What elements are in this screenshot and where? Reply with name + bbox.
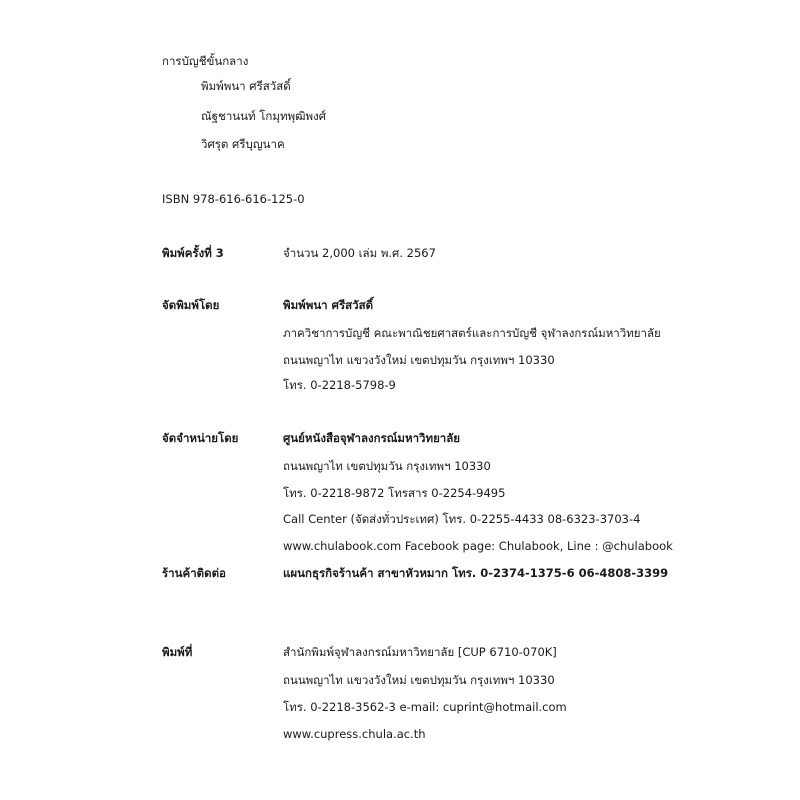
- author-name: วิศรุต ศรีบุญนาค: [201, 137, 285, 151]
- retail-value: แผนกธุรกิจร้านค้า สาขาหัวหมาก โทร. 0-2374-1375-6 06-4808-3399: [283, 566, 669, 580]
- distributor-line: โทร. 0-2218-9872 โทรสาร 0-2254-9495: [283, 486, 506, 500]
- printer-line: โทร. 0-2218-3562-3 e-mail: cuprint@hotmail.com: [283, 700, 567, 714]
- printer-label: พิมพ์ที่: [162, 645, 193, 659]
- author-name: ณัฐชานนท์ โกมุทพุฒิพงศ์: [201, 109, 327, 123]
- book-title: การบัญชีขั้นกลาง: [162, 54, 249, 68]
- isbn: ISBN 978-616-616-125-0: [162, 192, 305, 206]
- publisher-line: ภาควิชาการบัญชี คณะพาณิชยศาสตร์และการบัญชี จุฬาลงกรณ์มหาวิทยาลัย: [283, 326, 661, 340]
- distributor-line: Call Center (จัดส่งทั่วประเทศ) โทร. 0-2255-4433 08-6323-3703-4: [283, 512, 641, 526]
- author-name: พิมพ์พนา ศรีสวัสดิ์: [201, 79, 291, 93]
- printer-line: ถนนพญาไท แขวงวังใหม่ เขตปทุมวัน กรุงเทพฯ 10330: [283, 673, 555, 687]
- distributor-label: จัดจำหน่ายโดย: [162, 431, 239, 445]
- printer-line: สำนักพิมพ์จุฬาลงกรณ์มหาวิทยาลัย [CUP 6710-070K]: [283, 645, 557, 659]
- edition-value: จำนวน 2,000 เล่ม พ.ศ. 2567: [283, 246, 436, 260]
- retail-label: ร้านค้าติดต่อ: [162, 566, 226, 580]
- publisher-line: พิมพ์พนา ศรีสวัสดิ์: [283, 298, 374, 312]
- distributor-line: www.chulabook.com Facebook page: Chulabook, Line : @chulabook: [283, 539, 673, 553]
- publisher-line: ถนนพญาไท แขวงวังใหม่ เขตปทุมวัน กรุงเทพฯ 10330: [283, 353, 555, 367]
- publisher-line: โทร. 0-2218-5798-9: [283, 378, 396, 392]
- printer-line: www.cupress.chula.ac.th: [283, 727, 426, 741]
- publisher-label: จัดพิมพ์โดย: [162, 298, 220, 312]
- edition-label: พิมพ์ครั้งที่ 3: [162, 246, 224, 260]
- distributor-line: ศูนย์หนังสือจุฬาลงกรณ์มหาวิทยาลัย: [283, 431, 461, 445]
- distributor-line: ถนนพญาไท เขตปทุมวัน กรุงเทพฯ 10330: [283, 459, 491, 473]
